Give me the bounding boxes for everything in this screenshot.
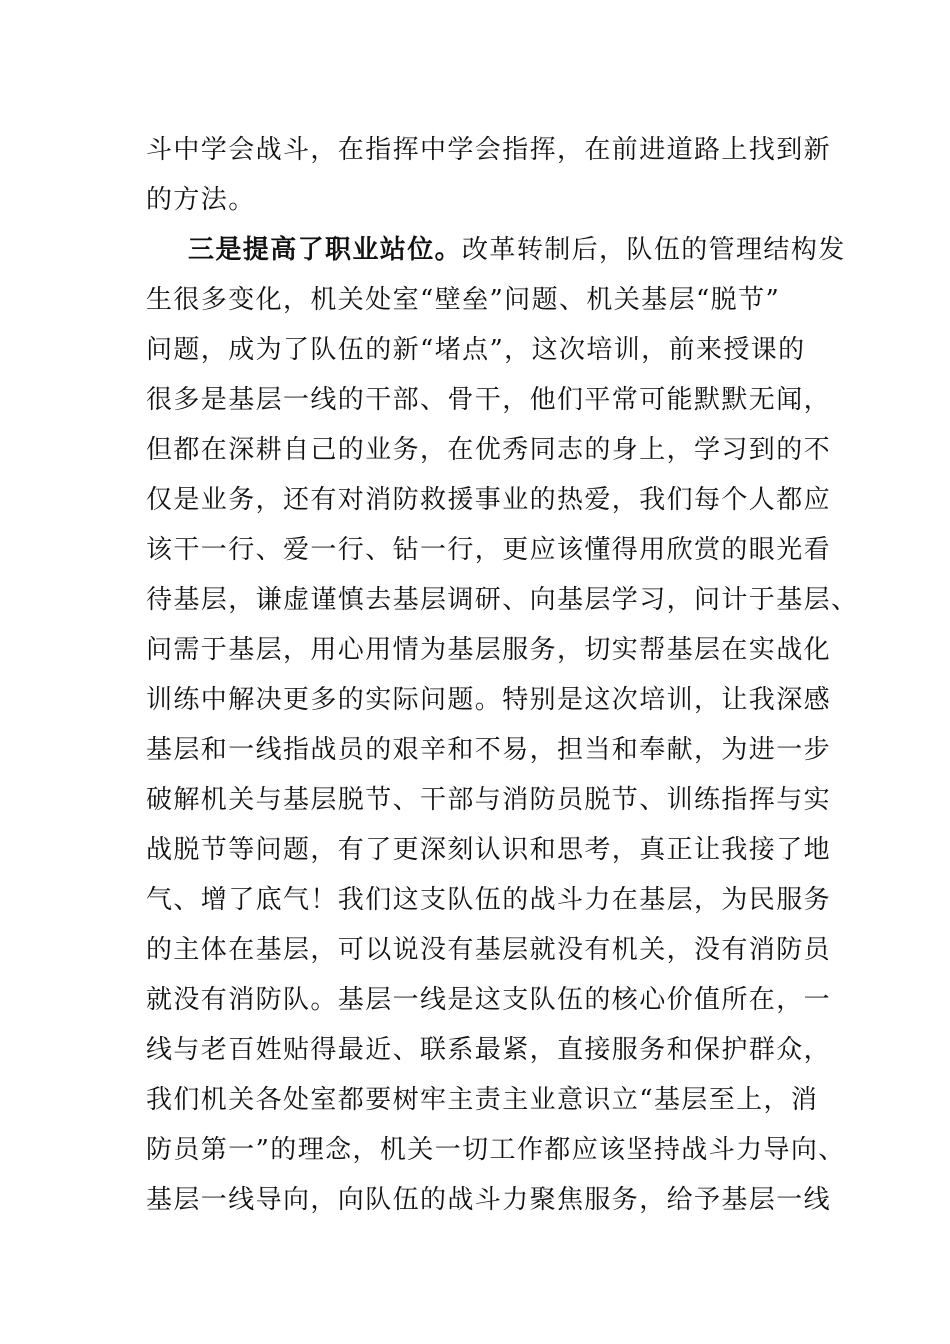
- section-heading: 三是提高了职业站位。: [188, 235, 463, 265]
- text-line-19: 线与老百姓贴得最近、联系最紧，直接服务和保护群众，: [146, 1035, 832, 1065]
- text-line-1: 斗中学会战斗，在指挥中学会指挥，在前进道路上找到新: [146, 135, 832, 165]
- text-line-11: 问需于基层，用心用情为基层服务，切实帮基层在实战化: [146, 635, 832, 665]
- text-line-21: 防员第一”的理念，机关一切工作都应该坚持战斗力导向、: [146, 1135, 846, 1165]
- text-line-18: 就没有消防队。基层一线是这支队伍的核心价值所在，一: [146, 985, 832, 1015]
- text-line-16: 气、增了底气！我们这支队伍的战斗力在基层，为民服务: [146, 885, 832, 915]
- text-line-8: 仅是业务，还有对消防救援事业的热爱，我们每个人都应: [146, 485, 832, 515]
- text-line-10: 待基层，谦虚谨慎去基层调研、向基层学习，问计于基层、: [146, 585, 859, 615]
- text-line-12: 训练中解决更多的实际问题。特别是这次培训，让我深感: [146, 685, 832, 715]
- text-line-7: 但都在深耕自己的业务，在优秀同志的身上，学习到的不: [146, 435, 832, 465]
- text-line-5: 问题，成为了队伍的新“堵点”，这次培训，前来授课的: [146, 335, 806, 365]
- text-line-17: 的主体在基层，可以说没有基层就没有机关，没有消防员: [146, 935, 832, 965]
- text-line-9: 该干一行、爱一行、钻一行，更应该懂得用欣赏的眼光看: [146, 535, 832, 565]
- text-line-2: 的方法。: [146, 185, 256, 215]
- text-line-22: 基层一线导向，向队伍的战斗力聚焦服务，给予基层一线: [146, 1185, 832, 1215]
- text-line-14: 破解机关与基层脱节、干部与消防员脱节、训练指挥与实: [146, 785, 832, 815]
- heading-continuation: 改革转制后，队伍的管理结构发: [462, 235, 846, 265]
- text-line-20: 我们机关各处室都要树牢主责主业意识立“基层至上，消: [146, 1085, 819, 1115]
- text-line-4: 生很多变化，机关处室“壁垒”问题、机关基层“脱节”: [146, 285, 781, 315]
- text-line-6: 很多是基层一线的干部、骨干，他们平常可能默默无闻，: [146, 385, 832, 415]
- text-line-15: 战脱节等问题，有了更深刻认识和思考，真正让我接了地: [146, 835, 832, 865]
- text-line-13: 基层和一线指战员的艰辛和不易，担当和奉献，为进一步: [146, 735, 832, 765]
- paragraph-start-line: [188, 234, 846, 266]
